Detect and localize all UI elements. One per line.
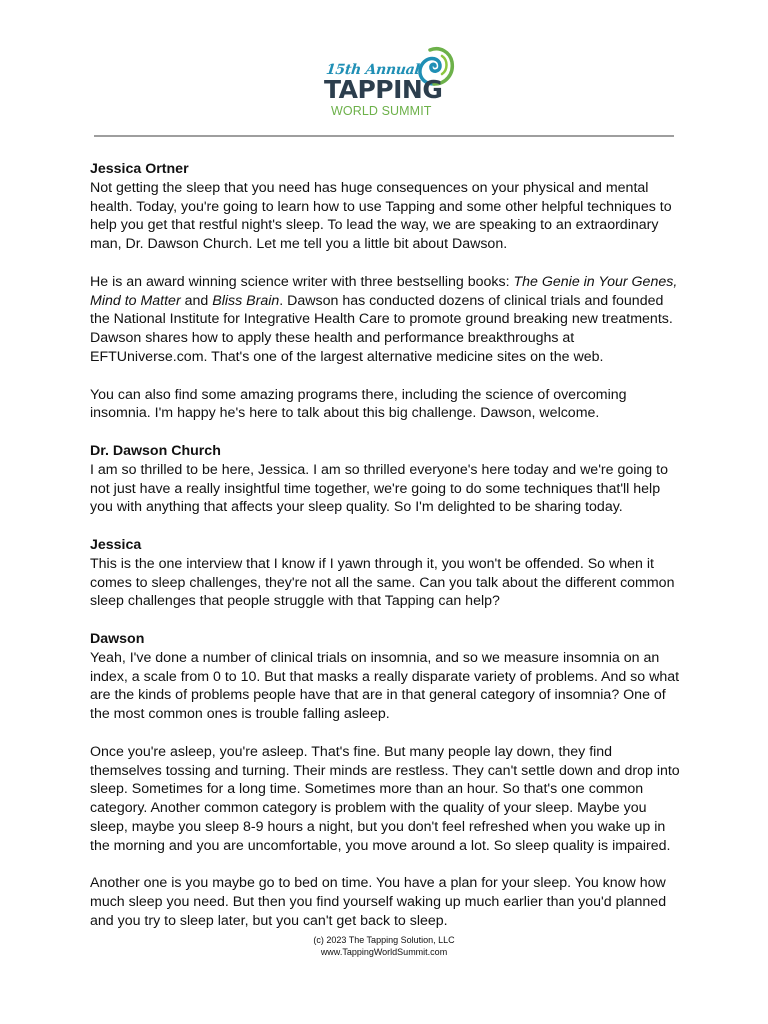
transcript-paragraph: Once you're asleep, you're asleep. That's fine. But many people lay down, they find themselves tossing and turning. Their minds are restless. They can't settle down and drop into sleep. Sometimes for a long time. Sometimes more than an hour. So that's one common category. Another common category is problem with the quality of your sleep. Maybe you sleep, maybe you sleep 8-9 hours a night, but you don't feel refreshed when you wake up in the morning and you are uncomfortable, you move around a lot. So sleep quality is impaired. xyxy=(90,743,680,854)
bio-intro-text: He is an award winning science writer with three bestselling books: xyxy=(90,273,514,290)
bio-rest-text: . Dawson has conducted dozens of clinical trials and founded the National Institute for Integrative Health Care to promote ground breaking new treatments. Dawson shares how to apply these health and performance breakthroughs at EFTUniverse.com. That's one of the largest alternative medicine sites on the web. xyxy=(90,292,673,365)
conjunction-text: and xyxy=(180,292,213,309)
speaker-name: Dawson xyxy=(90,630,145,647)
bio-paragraph xyxy=(90,273,686,367)
logo-tapping-text: TAPPING xyxy=(324,75,443,104)
header-divider xyxy=(94,135,674,137)
book-title-bliss-brain: Bliss Brain xyxy=(212,292,280,309)
speaker-name: Dr. Dawson Church xyxy=(90,442,221,459)
logo-summit-text: WORLD SUMMIT xyxy=(331,104,432,118)
transcript-paragraph: You can also find some amazing programs there, including the science of overcoming insomnia. I'm happy he's here to talk about this big challenge. Dawson, welcome. xyxy=(90,386,627,422)
speaker-name: Jessica xyxy=(90,536,142,553)
transcript-paragraph: Another one is you maybe go to bed on time. You have a plan for your sleep. You know how much sleep you need. But then you find yourself waking up much earlier than you'd planned and you try to sleep later, but you can't get back to sleep. xyxy=(90,875,667,929)
speaker-name: Jessica Ortner xyxy=(90,161,189,177)
page-footer xyxy=(0,935,768,958)
transcript-paragraph: Not getting the sleep that you need has huge consequences on your physical and mental health. Today, you're going to learn how to use Tapping and some other helpful techniques to help you get that restful night's sleep. To lead the way, we are speaking to an extraordinary man, Dr. Dawson Church. Let me tell you a little bit about Dawson. xyxy=(90,179,672,253)
footer-website: www.TappingWorldSummit.com xyxy=(320,946,448,957)
transcript-paragraph: This is the one interview that I know if I yawn through it, you won't be offended. So when it comes to sleep challenges, they're not all the same. Can you talk about the different common sleep challenges that people struggle with that Tapping can help? xyxy=(90,555,675,610)
logo-annual-text: 15th Annual xyxy=(325,62,421,78)
book-title-genie-mind: The Genie in Your Genes, Mind to Matter xyxy=(90,273,678,309)
summit-logo xyxy=(318,44,458,122)
transcript-body xyxy=(90,160,686,931)
transcript-paragraph: Yeah, I've done a number of clinical trials on insomnia, and so we measure insomnia on an index, a scale from 0 to 10. But that masks a really disparate variety of problems. And so what are the kinds of problems people have that are in that general category of insomnia? One of the most common ones is trouble falling asleep. xyxy=(90,649,680,723)
transcript-paragraph: I am so thrilled to be here, Jessica. I am so thrilled everyone's here today and we're going to not just have a really insightful time together, we're going to do some techniques that'll help you with anything that affects your sleep quality. So I'm delighted to be sharing today. xyxy=(90,461,668,516)
footer-copyright: (c) 2023 The Tapping Solution, LLC xyxy=(313,935,455,945)
